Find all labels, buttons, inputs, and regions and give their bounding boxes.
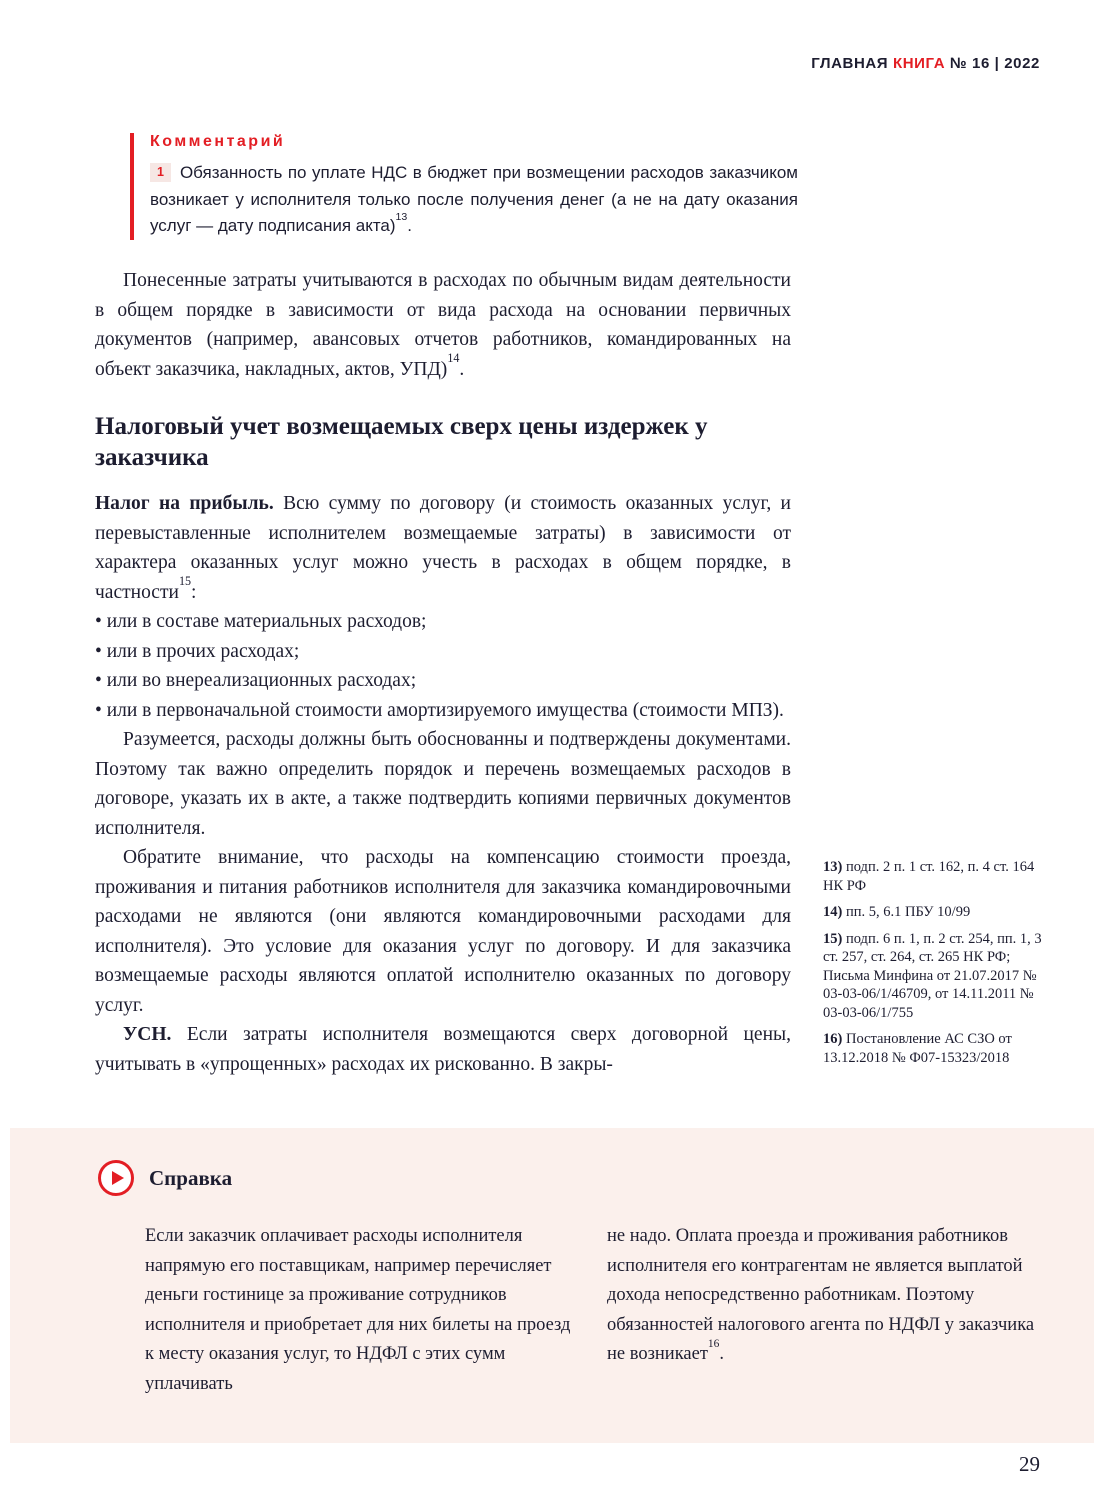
comment-marker: 1 <box>150 163 171 182</box>
brand-main: ГЛАВНАЯ <box>811 55 889 72</box>
footnote-text: Постановление АС СЗО от 13.12.2018 № Ф07-15323/2018 <box>823 1031 1012 1066</box>
spravka-title: Справка <box>149 1165 233 1190</box>
footnote-number: 14) <box>823 904 843 920</box>
bullet-item-3: • или во внереализационных расходах; <box>95 666 791 696</box>
spravka-left-column: Если заказчик оплачивает расходы исполнителя напрямую его поставщикам, например перечисляет деньги гостинице за проживание сотрудников исполнителя и приобретает для них билеты на проезд к месту оказания услуг, то НДФЛ с этих сумм уплачивать <box>145 1226 571 1394</box>
play-icon <box>98 1160 134 1196</box>
comment-block <box>130 133 798 240</box>
section-heading: Налоговый учет возмещаемых сверх цены издержек у заказчика <box>95 413 708 471</box>
footnote-text: подп. 6 п. 1, п. 2 ст. 254, пп. 1, 3 ст. 257, ст. 264, ст. 265 НК РФ; Письма Минфина от 21.07.2017 № 03-03-06/1/46709, от 14.11.2011 № 03-03-06/1/755 <box>823 930 1042 1021</box>
footnote-number: 13) <box>823 859 843 875</box>
footnote-item-13 <box>823 858 1043 895</box>
body-paragraph-2: Разумеется, расходы должны быть обоснованны и подтверждены документами. Поэтому так важно определить порядок и перечень возмещаемых расходов в договоре, указать их в акте, а также подтвердить копиями первичных документов исполнителя. <box>95 729 791 839</box>
footnotes-sidebar <box>823 858 1043 1075</box>
bullet-item-4: • или в первоначальной стоимости амортизируемого имущества (стоимости МПЗ). <box>95 696 791 726</box>
footnote-item-14 <box>823 903 1043 922</box>
body-paragraph-3: Обратите внимание, что расходы на компенсацию стоимости проезда, проживания и питания работников исполнителя для заказчика командировочными расходами не являются (они являются командировочными расходами для исполнителя). Это условие для оказания услуг по договору. И для заказчика возмещаемые расходы являются оплатой исполнителю оказанных по договору услуг. <box>95 847 791 1016</box>
issue-number: № 16 | 2022 <box>949 55 1040 72</box>
footnote-item-15 <box>823 930 1043 1023</box>
footnote-number: 15) <box>823 930 843 947</box>
bullet-item-1: • или в составе материальных расходов; <box>95 607 791 637</box>
spravka-box <box>10 1128 1094 1443</box>
spravka-right-column: не надо. Оплата проезда и проживания работников исполнителя его контрагентам не является выплатой дохода непосредственно работникам. Поэтому обязанностей налогового агента по НДФЛ у заказчика не возникает$^{16}$. <box>607 1226 1035 1364</box>
body-paragraph-1: Понесенные затраты учитываются в расходах по обычным видам деятельности в общем порядке в зависимости от вида расхода на основании первичных документов (например, авансовых отчетов работников, командированных на объект заказчика, накладных, актов, УПД)$^{14}$. <box>95 270 791 380</box>
run-in-heading-usn: УСН. <box>123 1024 172 1045</box>
footnote-text: пп. 5, 6.1 ПБУ 10/99 <box>842 904 971 920</box>
body-paragraph-profit: Налог на прибыль. Всю сумму по договору (и стоимость оказанных услуг, и перевыставленные исполнителем возмещаемые затраты) в зависимости от характера оказанных услуг можно учесть в расходах в общем порядке, в частности$^{15}$: <box>95 493 791 603</box>
body-paragraph-usn: УСН. Если затраты исполнителя возмещаются сверх договорной цены, учитывать в «упрощенных» расходах их рискованно. В закры- <box>95 1024 791 1075</box>
brand-accent: КНИГА <box>892 55 946 72</box>
comment-text: 1 Обязанность по уплате НДС в бюджет при возмещении расходов заказчиком возникает у исполнителя только после получения денег (а не на дату оказания услуг — дату подписания акта)$^{13}$. <box>150 163 798 235</box>
spravka-header <box>98 1160 232 1196</box>
footnote-ref-13: 13 <box>395 210 408 223</box>
comment-title: Комментарий <box>150 133 286 150</box>
page-number: 29 <box>1019 1452 1040 1476</box>
footnote-text: подп. 2 п. 1 ст. 162, п. 4 ст. 164 НК РФ <box>823 859 1035 894</box>
footnote-ref-15: 15 <box>178 573 192 588</box>
comment-body: Обязанность по уплате НДС в бюджет при возмещении расходов заказчиком возникает у исполнителя только после получения денег (а не на дату оказания услуг — дату подписания акта) <box>150 163 798 235</box>
bullet-item-2: • или в прочих расходах; <box>95 637 791 667</box>
main-text-column <box>95 266 791 1079</box>
magazine-header <box>811 55 1040 72</box>
footnote-number: 16) <box>823 1031 843 1047</box>
footnote-ref-16: 16 <box>707 1337 720 1350</box>
footnote-item-16 <box>823 1030 1043 1067</box>
run-in-heading-profit: Налог на прибыль. <box>95 493 274 514</box>
footnote-ref-14: 14 <box>447 350 460 365</box>
